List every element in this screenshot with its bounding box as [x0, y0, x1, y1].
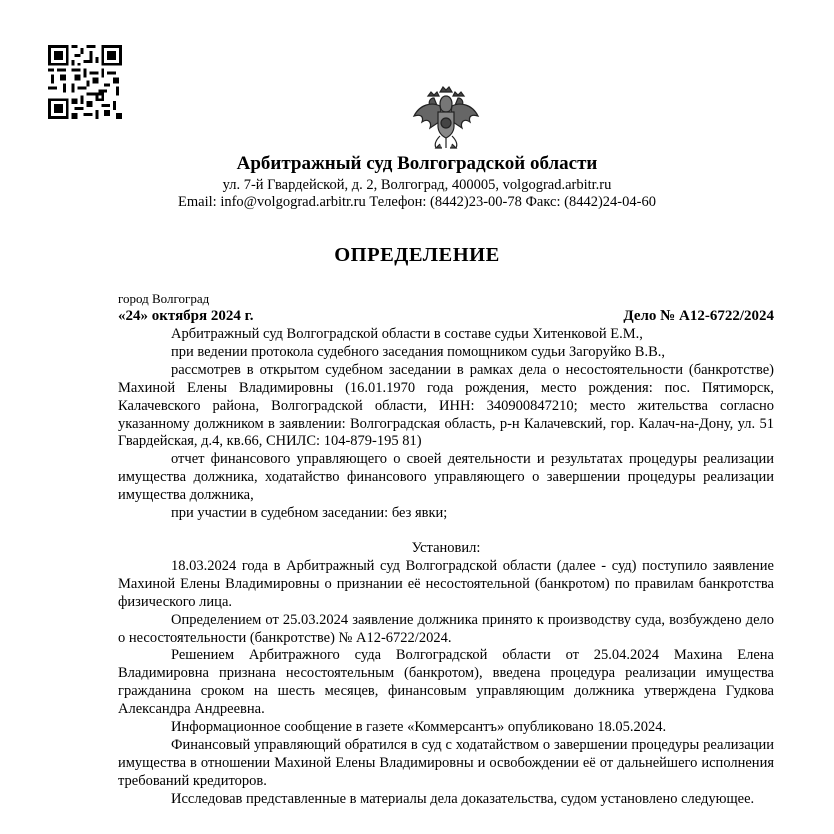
date-case-row	[118, 308, 774, 325]
paragraph: Арбитражный суд Волгоградской области в составе судьи Хитенковой Е.М.,	[171, 326, 643, 342]
paragraph: Информационное сообщение в газете «Коммерсантъ» опубликовано 18.05.2024.	[171, 719, 667, 736]
court-address: ул. 7-й Гвардейской, д. 2, Волгоград, 400005, volgograd.arbitr.ru	[222, 177, 612, 193]
court-contacts: Email: info@volgograd.arbitr.ru Телефон: (8442)23-00-78 Факс: (8442)24-04-60	[178, 194, 656, 210]
document-body	[118, 326, 774, 809]
paragraph: Финансовый управляющий обратился в суд с ходатайством о завершении процедуры реализации имущества в отношении Махиной Елены Владимировны и освобождении её от дальнейшего исполнения требований кредиторов.	[118, 736, 774, 789]
court-name: Арбитражный суд Волгоградской области	[236, 153, 598, 174]
paragraph: Определением от 25.03.2024 заявление должника принято к производству суда, возбуждено дело о несостоятельности (банкротстве) № А12-6722/2024.	[118, 611, 774, 646]
paragraph: при ведении протокола судебного заседания помощником судьи Загоруйко В.В.,	[171, 343, 666, 360]
paragraph: Исследовав представленные в материалы дела доказательства, судом установлено следующее.	[171, 790, 755, 807]
document-title: ОПРЕДЕЛЕНИЕ	[334, 244, 500, 266]
document-date: «24» октября 2024 г.	[118, 308, 254, 324]
paragraph: рассмотрев в открытом судебном заседании в рамках дела о несостоятельности (банкротстве) Махиной Елены Владимировны (16.01.1970 года рождения, место рождения: пос. Пятиморск, Калачевского района, Волгоградской области, ИНН: 340900847210; место жительства согласно указанному должником в заявлении: Волгоградская область, р-н Калачевский, гор. Калач-на-Дону, ул. 51 Гвардейская, д.4, кв.66, СНИЛС: 104-879-195 81)	[118, 361, 774, 450]
paragraph: отчет финансового управляющего о своей деятельности и результатах процедуры реализации имущества должника, ходатайство финансового управляющего о завершении процедуры реализации имущества должника,	[118, 451, 774, 504]
paragraph: Решением Арбитражного суда Волгоградской области от 25.04.2024 Махина Елена Владимировна признана несостоятельным (банкротом), введена процедура реализации имущества гражданина сроком на шесть месяцев, финансовым управляющим должника утверждена Гудкова Александра Андреевна.	[118, 647, 774, 718]
qr-code-icon	[48, 45, 122, 119]
paragraph: при участии в судебном заседании: без явки;	[171, 505, 448, 522]
paragraph: 18.03.2024 года в Арбитражный суд Волгоградской области (далее - суд) поступило заявление Махиной Елены Владимировны о признании её несостоятельной (банкротом) по правилам банкротства физического лица.	[118, 557, 774, 610]
coat-of-arms-icon	[410, 82, 482, 152]
document-city: город Волгоград	[118, 291, 210, 306]
section-heading: Установил:	[411, 539, 481, 556]
case-number: Дело № А12-6722/2024	[623, 308, 774, 324]
